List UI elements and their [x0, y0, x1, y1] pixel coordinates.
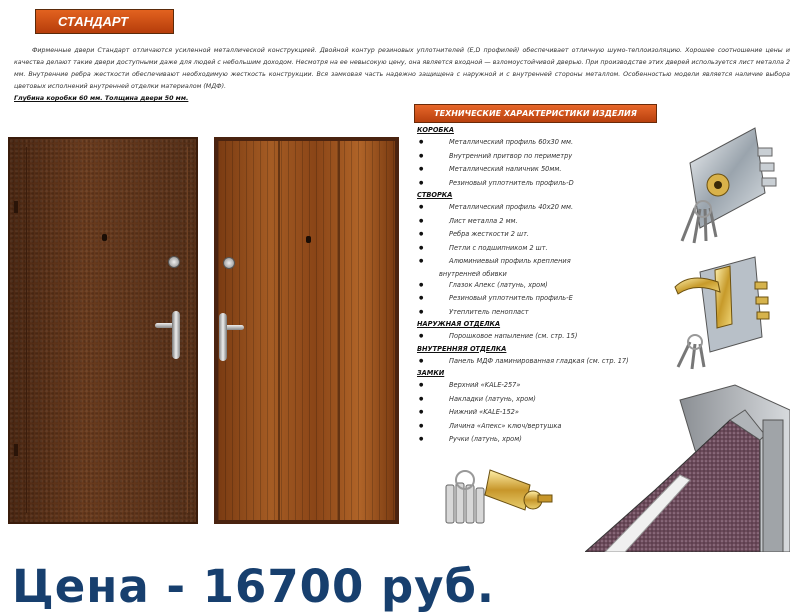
- door-outer-photo: [8, 137, 198, 524]
- spec-item: ● Петли с подшипником 2 шт.: [417, 242, 677, 256]
- spec-item: ● Глазок Апекс (латунь, хром): [417, 279, 677, 293]
- spec-item: ● Ручки (латунь, хром): [417, 433, 677, 447]
- spec-item: ● Резиновый уплотнитель профиль-D: [417, 177, 677, 191]
- intro-text: [14, 45, 790, 105]
- spec-item: ● Алюминиевый профиль крепления: [417, 255, 677, 269]
- door-keyhole-icon: [306, 236, 311, 243]
- specs-title-banner: [414, 104, 657, 123]
- door-hinge: [14, 444, 18, 456]
- door-keyhole-icon: [102, 234, 107, 241]
- section-title: СТАНДАРТ: [58, 14, 129, 29]
- door-handle-icon: [218, 313, 244, 361]
- spec-item: ● Металлический наличник 50мм.: [417, 163, 677, 177]
- section-title-banner: [35, 9, 174, 34]
- spec-item: ● Нижний «KALE-152»: [417, 406, 677, 420]
- spec-item: ● Верхний «KALE-257»: [417, 379, 677, 393]
- door-hinge: [14, 201, 18, 213]
- cylinder-and-keys-photo: [440, 455, 555, 530]
- door-lock-cylinder-icon: [168, 256, 180, 268]
- spec-item: ● Металлический профиль 40х20 мм.: [417, 201, 677, 215]
- spec-section-locks: ЗАМКИ: [417, 369, 445, 377]
- intro-paragraph: Фирменные двери Стандарт отличаются усиленной металлической конструкцией. Двойной контур резиновых уплотнителей (E,D профилей) обеспечивает отличную шумо-теплоизоляцию. Хорошее соотношение цены и качества делают такие двери доступными даже для людей с небольшим доходом. Несмотря на ее невысокую цену, она является входной — взломоустойчивой дверью. При производстве этих дверей используется лист металла 2 мм. Внутренние ребра жесткости обеспечивают необходимую жесткость конструкции. Вся замковая часть надежно защищена с наружной и с внутренней стороны металлом. Особенностью модели является наличие выбора цветовых исполнений внутренней отделки материалом (МДФ).: [14, 47, 790, 90]
- spec-section-outer: НАРУЖНАЯ ОТДЕЛКА: [417, 320, 501, 328]
- door-handle-icon: [155, 311, 181, 359]
- door-lock-cylinder-icon: [223, 257, 235, 269]
- spec-item: ● Утеплитель пенопласт: [417, 306, 677, 320]
- spec-section-inner: ВНУТРЕННЯЯ ОТДЕЛКА: [417, 344, 507, 353]
- specs-title: ТЕХНИЧЕСКИЕ ХАРАКТЕРИСТИКИ ИЗДЕЛИЯ: [434, 109, 637, 118]
- spec-item: ● Лист металла 2 мм.: [417, 215, 677, 229]
- spec-item-continuation: внутренней обивки: [439, 269, 507, 278]
- spec-item: ● Личина «Апекс» ключ/вертушка: [417, 420, 677, 434]
- spec-item: ● Внутренний притвор по периметру: [417, 150, 677, 164]
- spec-item: ● Порошковое напыление (см. стр. 15): [417, 330, 677, 344]
- price-label: Цена - 16700 руб.: [12, 560, 496, 613]
- spec-item: ● Ребра жесткости 2 шт.: [417, 228, 677, 242]
- spec-section-frame: КОРОБКА: [417, 126, 454, 134]
- spec-item: ● Панель МДФ ламинированная гладкая (см. стр. 17): [417, 355, 677, 369]
- door-inner-photo: [214, 137, 399, 524]
- intro-dimensions: Глубина коробки 60 мм. Толщина двери 50 мм.: [14, 95, 189, 102]
- spec-item: ● Металлический профиль 60х30 мм.: [417, 136, 677, 150]
- lock-kale-152-photo: [670, 252, 780, 372]
- spec-section-leaf: СТВОРКА: [417, 191, 453, 199]
- door-frame-section-photo: [585, 380, 790, 552]
- spec-item: ● Резиновый уплотнитель профиль-Е: [417, 292, 677, 306]
- lock-kale-257-photo: [670, 123, 780, 248]
- spec-item: ● Накладки (латунь, хром): [417, 393, 677, 407]
